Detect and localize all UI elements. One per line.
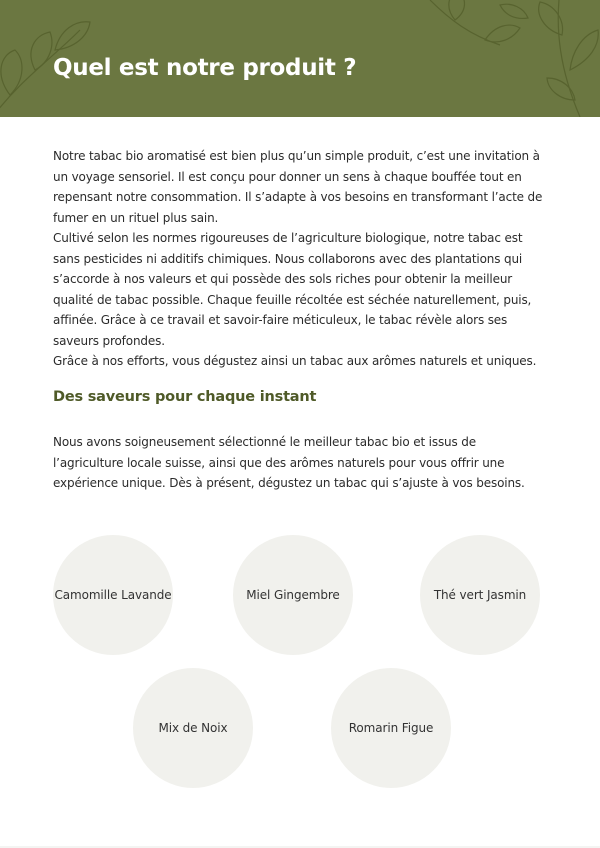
flavor-circle-romarin-figue: Romarin Figue [331, 668, 451, 788]
page-title: Quel est notre produit ? [53, 55, 357, 81]
flavor-circle-mix-de-noix: Mix de Noix [133, 668, 253, 788]
intro-paragraph: Cultivé selon les normes rigoureuses de l’agriculture biologique, notre tabac est sans pesticides ni additifs chimiques. Nous collaborons avec des plantations qui s’accorde à nos valeurs et qui possède des sols riches pour obtenir la meilleur qualité de tabac possible. Chaque feuille récoltée est séchée naturellement, puis, affinée. Grâce à ce travail et savoir-faire méticuleux, le tabac révèle alors ses saveurs profondes. [53, 231, 532, 348]
section-title: Des saveurs pour chaque instant [53, 389, 317, 405]
flavor-circle-miel-gingembre: Miel Gingembre [233, 535, 353, 655]
intro-paragraph: Grâce à nos efforts, vous dégustez ainsi un tabac aux arômes naturels et uniques. [53, 354, 537, 368]
intro-text [53, 146, 548, 372]
flavor-circle-camomille-lavande: Camomille Lavande [53, 535, 173, 655]
page-header [0, 0, 600, 117]
flavor-circle-the-vert-jasmin: Thé vert Jasmin [420, 535, 540, 655]
section-description: Nous avons soigneusement sélectionné le meilleur tabac bio et issus de l’agriculture locale suisse, ainsi que des arômes naturels pour vous offrir une expérience unique. Dès à présent, dégustez un tabac qui s’ajuste à vos besoins. [53, 435, 525, 490]
intro-paragraph: Notre tabac bio aromatisé est bien plus qu’un simple produit, c’est une invitation à un voyage sensoriel. Il est conçu pour donner un sens à chaque bouffée tout en repensant notre consommation. Il s’adapte à vos besoins en transformant l’acte de fumer en un rituel plus sain. [53, 149, 543, 225]
